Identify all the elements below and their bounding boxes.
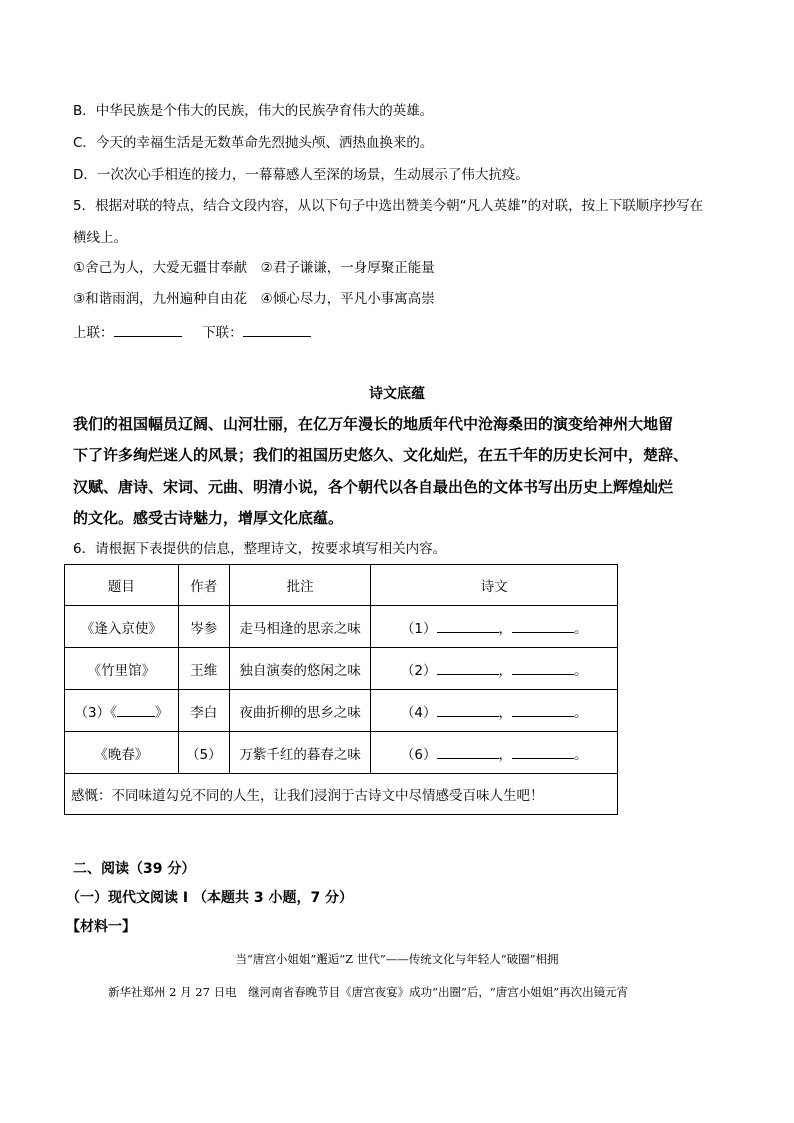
upper-label: 上联： xyxy=(73,325,114,341)
q5-line1: 5．根据对联的特点，结合文段内容，从以下句子中选出赞美今朝“凡人英雄”的对联，按上下联顺序抄写在 xyxy=(73,198,704,214)
period: 。 xyxy=(574,704,588,721)
table-row xyxy=(65,648,618,690)
news-title: 当“唐宫小姐姐”邂逅“Z 世代”——传统文化与年轻人“破圈”相拥 xyxy=(235,952,559,966)
cell-title: 《晚春》 xyxy=(65,732,179,774)
poem-blank[interactable] xyxy=(437,704,499,717)
blank-number: （2） xyxy=(400,662,437,679)
part2-sub: （一）现代文阅读 I （本题共 3 小题，7 分） xyxy=(66,890,354,906)
part2-heading: 二、阅读（39 分） xyxy=(73,861,196,877)
blank-number: （6） xyxy=(400,746,437,763)
title-prefix: （3）《 xyxy=(74,704,117,721)
table-row xyxy=(65,606,618,648)
table-row xyxy=(65,690,618,732)
cell-note: 万紫千红的暮春之味 xyxy=(229,732,371,774)
cell-poem xyxy=(371,606,618,648)
title-blank[interactable] xyxy=(117,704,155,717)
poem-blank[interactable] xyxy=(512,620,574,633)
cell-author: 王维 xyxy=(178,648,229,690)
comma: ， xyxy=(498,704,513,721)
blank-number: （4） xyxy=(400,704,437,721)
cell-title: 《逢入京使》 xyxy=(65,606,179,648)
q6-prompt: 6．请根据下表提供的信息，整理诗文，按要求填写相关内容。 xyxy=(73,541,447,557)
table-footer: 感慨：不同味道勾兑不同的人生，让我们浸润于古诗文中尽情感受百味人生吧！ xyxy=(65,774,618,815)
comma: ， xyxy=(498,746,513,763)
cell-author: 岑参 xyxy=(178,606,229,648)
poem-blank[interactable] xyxy=(512,662,574,675)
period: 。 xyxy=(574,620,588,637)
cell-note: 夜曲折柳的思乡之味 xyxy=(229,690,371,732)
q5-choices-1: ①舍己为人，大爱无疆甘奉献 ②君子谦谦，一身厚聚正能量 xyxy=(73,260,435,276)
section-para-1: 我们的祖国幅员辽阔、山河壮丽，在亿万年漫长的地质年代中沧海桑田的演变给神州大地留 xyxy=(73,415,674,433)
header-title: 题目 xyxy=(65,565,179,606)
header-note: 批注 xyxy=(229,565,371,606)
cell-poem xyxy=(371,648,618,690)
cell-title: 《竹里馆》 xyxy=(65,648,179,690)
section-para-2: 下了许多绚烂迷人的风景；我们的祖国历史悠久、文化灿烂，在五千年的历史长河中，楚辞、 xyxy=(73,446,689,464)
table-footer-row xyxy=(65,774,618,815)
lower-blank[interactable] xyxy=(243,322,311,337)
title-suffix: 》 xyxy=(154,704,169,721)
period: 。 xyxy=(574,662,588,679)
cell-author: （5） xyxy=(178,732,229,774)
comma: ， xyxy=(498,620,513,637)
cell-poem xyxy=(371,732,618,774)
poem-blank[interactable] xyxy=(437,746,499,759)
option-d: D．一次次心手相连的接力，一幕幕感人至深的场景，生动展示了伟大抗疫。 xyxy=(73,167,529,183)
cell-poem xyxy=(371,690,618,732)
section-para-3: 汉赋、唐诗、宋词、元曲、明清小说，各个朝代以各自最出色的文体书写出历史上辉煌灿烂 xyxy=(73,478,674,496)
upper-blank[interactable] xyxy=(114,322,182,337)
poem-blank[interactable] xyxy=(512,704,574,717)
header-poem: 诗文 xyxy=(371,565,618,606)
option-c: C．今天的幸福生活是无数革命先烈抛头颅、洒热血换来的。 xyxy=(73,135,434,151)
section-title: 诗文底蕴 xyxy=(369,386,425,402)
table-row xyxy=(65,732,618,774)
poem-table xyxy=(64,564,618,815)
lower-label: 下联： xyxy=(202,325,243,341)
cell-author: 李白 xyxy=(178,690,229,732)
option-b: B．中华民族是个伟大的民族，伟大的民族孕育伟大的英雄。 xyxy=(73,103,434,119)
section-para-4: 的文化。感受古诗魅力，增厚文化底蕴。 xyxy=(73,509,344,527)
poem-blank[interactable] xyxy=(437,620,499,633)
cell-note: 独自演奏的悠闲之味 xyxy=(229,648,371,690)
table-header-row xyxy=(65,565,618,606)
q5-choices-2: ③和谐雨润，九州遍种自由花 ④倾心尽力，平凡小事寓高崇 xyxy=(73,291,435,307)
q5-line2: 横线上。 xyxy=(73,230,127,246)
poem-blank[interactable] xyxy=(437,662,499,675)
cell-note: 走马相逢的思亲之味 xyxy=(229,606,371,648)
cell-title xyxy=(65,690,179,732)
header-author: 作者 xyxy=(178,565,229,606)
q5-answer-line xyxy=(73,322,311,342)
material-label: 【材料一】 xyxy=(66,919,136,935)
poem-blank[interactable] xyxy=(512,746,574,759)
period: 。 xyxy=(574,746,588,763)
blank-number: （1） xyxy=(400,620,437,637)
comma: ， xyxy=(498,662,513,679)
news-line: 新华社郑州 2 月 27 日电 继河南省春晚节目《唐宫夜宴》成功“出圈”后，“唐宫小姐姐”再次出镜元宵 xyxy=(108,985,629,999)
